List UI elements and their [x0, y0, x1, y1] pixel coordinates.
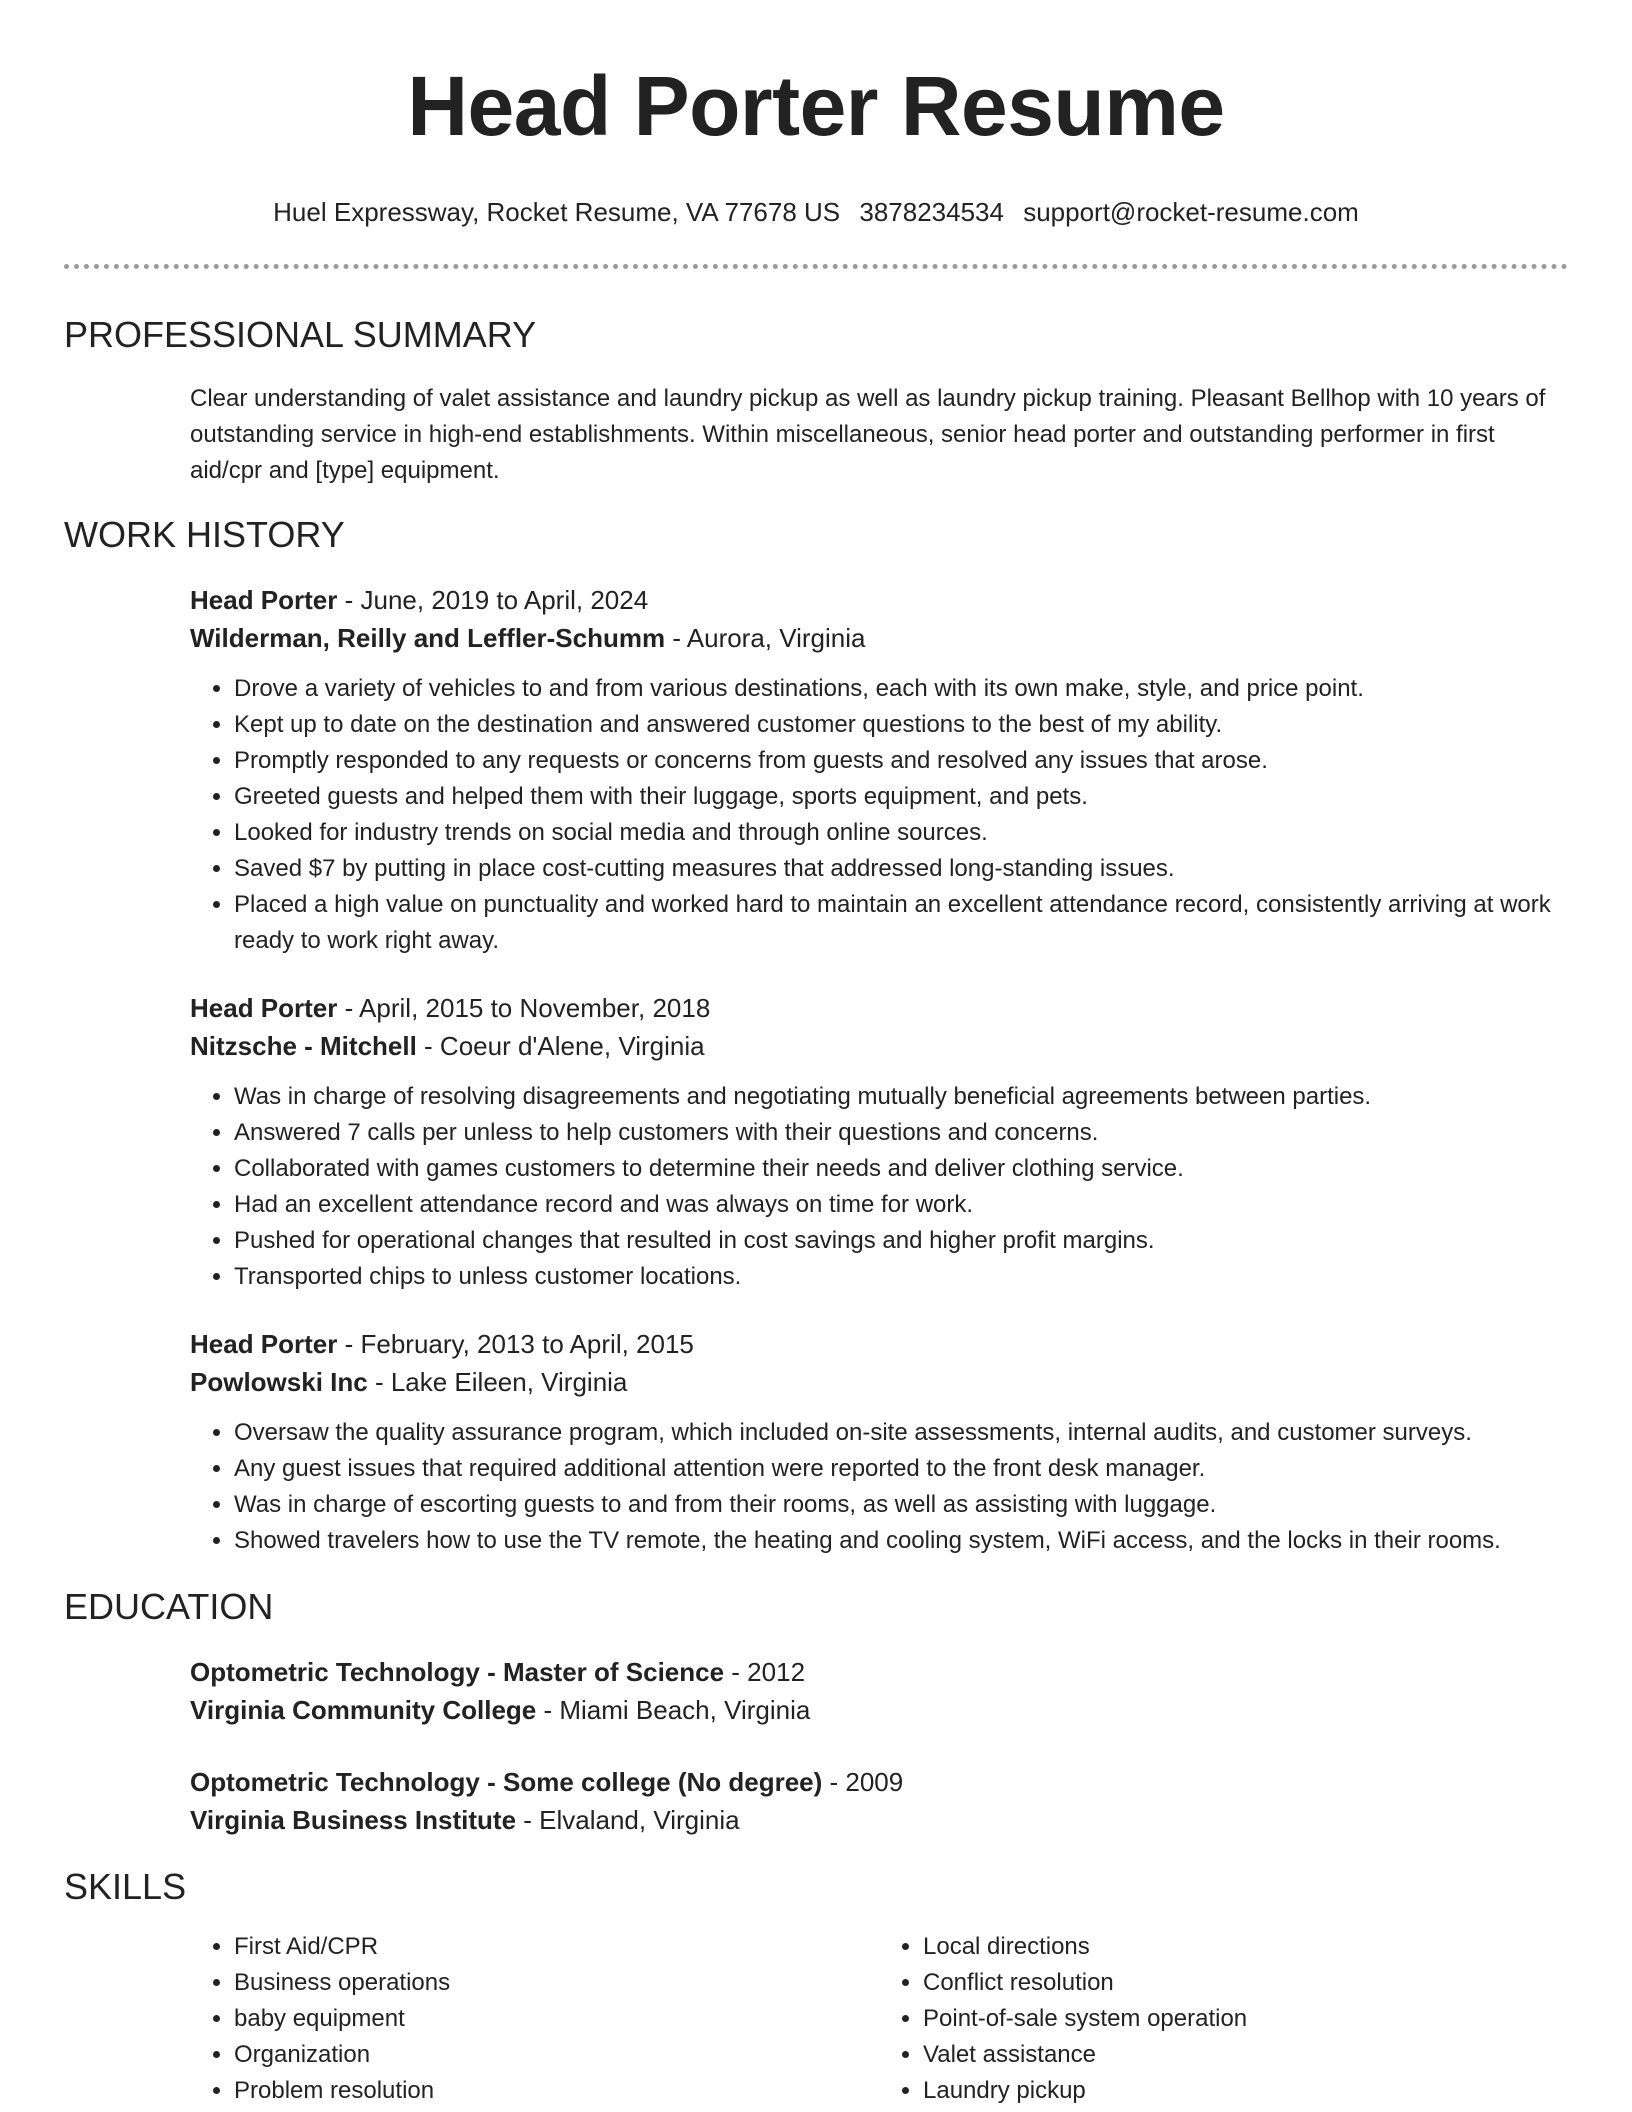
job-bullets: [190, 1079, 1568, 1295]
list-item: • Transported chips to unless customer locations.: [234, 1259, 1568, 1295]
job-dates: - June, 2019 to April, 2024: [337, 585, 649, 615]
list-item: • Saved $7 by putting in place cost-cutting measures that addressed long-standing issues.: [234, 851, 1568, 887]
list-item: • Pushed for operational changes that resulted in cost savings and higher profit margins.: [234, 1223, 1568, 1259]
education-degree: Optometric Technology - Master of Science: [190, 1657, 725, 1687]
job-bullets: [190, 671, 1568, 959]
list-item: • Promptly responded to any requests or concerns from guests and resolved any issues that arose.: [234, 743, 1568, 779]
job-dates: - February, 2013 to April, 2015: [337, 1329, 694, 1359]
list-item: • Valet assistance: [923, 2037, 1568, 2073]
job-company: Wilderman, Reilly and Leffler-Schumm: [190, 623, 666, 653]
education-location: - Elvaland, Virginia: [516, 1805, 740, 1835]
list-item: • Local directions: [923, 1929, 1568, 1965]
list-item: • baby equipment: [234, 2001, 879, 2037]
list-item: • Looked for industry trends on social media and through online sources.: [234, 815, 1568, 851]
education-degree-line: [190, 1763, 1568, 1801]
job-company-line: [190, 1363, 1568, 1401]
skills-list-left: [190, 1929, 879, 2109]
job-company: Nitzsche - Mitchell: [190, 1031, 417, 1061]
job-entry: [190, 989, 1568, 1065]
education-entry: [190, 1763, 1568, 1839]
education-degree-line: [190, 1653, 1568, 1691]
list-item: • Laundry pickup: [923, 2073, 1568, 2109]
list-item: • Problem resolution: [234, 2073, 879, 2109]
list-item: • Drove a variety of vehicles to and from various destinations, each with its own make, style, and price point.: [234, 671, 1568, 707]
education-degree: Optometric Technology - Some college (No degree): [190, 1767, 823, 1797]
list-item: • Was in charge of resolving disagreements and negotiating mutually beneficial agreements between parties.: [234, 1079, 1568, 1115]
job-title-line: [190, 581, 1568, 619]
education-year: - 2012: [724, 1657, 806, 1687]
contact-phone: 3878234534: [859, 197, 1004, 227]
section-title-education: EDUCATION: [64, 1586, 274, 1627]
education-entry: [190, 1653, 1568, 1729]
summary-text: Clear understanding of valet assistance and laundry pickup as well as laundry pickup training. Pleasant Bellhop with 10 years of outstanding service in high-end establishments. Within miscellaneous, senior head porter and outstanding performer in first aid/cpr and [type] equipment.: [190, 385, 1546, 484]
job-title-line: [190, 989, 1568, 1027]
list-item: • First Aid/CPR: [234, 1929, 879, 1965]
list-item: • Answered 7 calls per unless to help customers with their questions and concerns.: [234, 1115, 1568, 1151]
list-item: • Had an excellent attendance record and was always on time for work.: [234, 1187, 1568, 1223]
education-school: Virginia Community College: [190, 1695, 537, 1725]
job-role: Head Porter: [190, 993, 338, 1023]
education-school: Virginia Business Institute: [190, 1805, 517, 1835]
job-company-line: [190, 619, 1568, 657]
job-location: - Lake Eileen, Virginia: [367, 1367, 628, 1397]
section-title-skills: SKILLS: [64, 1866, 187, 1907]
contact-address: Huel Expressway, Rocket Resume, VA 77678 US: [273, 197, 841, 227]
job-bullets: [190, 1415, 1568, 1559]
list-item: • Placed a high value on punctuality and worked hard to maintain an excellent attendance record, consistently arriving at work ready to work right away.: [234, 887, 1568, 959]
section-title-summary: PROFESSIONAL SUMMARY: [64, 314, 537, 355]
education-school-line: [190, 1691, 1568, 1729]
list-item: • Was in charge of escorting guests to and from their rooms, as well as assisting with luggage.: [234, 1487, 1568, 1523]
job-company: Powlowski Inc: [190, 1367, 368, 1397]
list-item: • Kept up to date on the destination and answered customer questions to the best of my ability.: [234, 707, 1568, 743]
list-item: • Collaborated with games customers to determine their needs and deliver clothing service.: [234, 1151, 1568, 1187]
list-item: • Oversaw the quality assurance program, which included on-site assessments, internal audits, and customer surveys.: [234, 1415, 1568, 1451]
list-item: • Business operations: [234, 1965, 879, 2001]
contact-email: support@rocket-resume.com: [1023, 197, 1359, 227]
skills-columns: [190, 1929, 1568, 2109]
job-dates: - April, 2015 to November, 2018: [337, 993, 711, 1023]
job-role: Head Porter: [190, 585, 338, 615]
list-item: • Showed travelers how to use the TV remote, the heating and cooling system, WiFi access, and the locks in their rooms.: [234, 1523, 1568, 1559]
job-role: Head Porter: [190, 1329, 338, 1359]
job-location: - Coeur d'Alene, Virginia: [416, 1031, 705, 1061]
job-title-line: [190, 1325, 1568, 1363]
list-item: • Any guest issues that required additional attention were reported to the front desk manager.: [234, 1451, 1568, 1487]
list-item: • Point-of-sale system operation: [923, 2001, 1568, 2037]
resume-title: Head Porter Resume: [407, 59, 1225, 153]
education-location: - Miami Beach, Virginia: [536, 1695, 811, 1725]
job-location: - Aurora, Virginia: [665, 623, 866, 653]
education-year: - 2009: [822, 1767, 904, 1797]
list-item: • Conflict resolution: [923, 1965, 1568, 2001]
job-company-line: [190, 1027, 1568, 1065]
contact-line: [0, 196, 1632, 228]
list-item: • Organization: [234, 2037, 879, 2073]
list-item: • Greeted guests and helped them with their luggage, sports equipment, and pets.: [234, 779, 1568, 815]
section-title-work-history: WORK HISTORY: [64, 514, 345, 555]
job-entry: [190, 1325, 1568, 1401]
header-divider: [64, 264, 1568, 269]
education-school-line: [190, 1801, 1568, 1839]
skills-list-right: [879, 1929, 1568, 2109]
job-entry: [190, 581, 1568, 657]
